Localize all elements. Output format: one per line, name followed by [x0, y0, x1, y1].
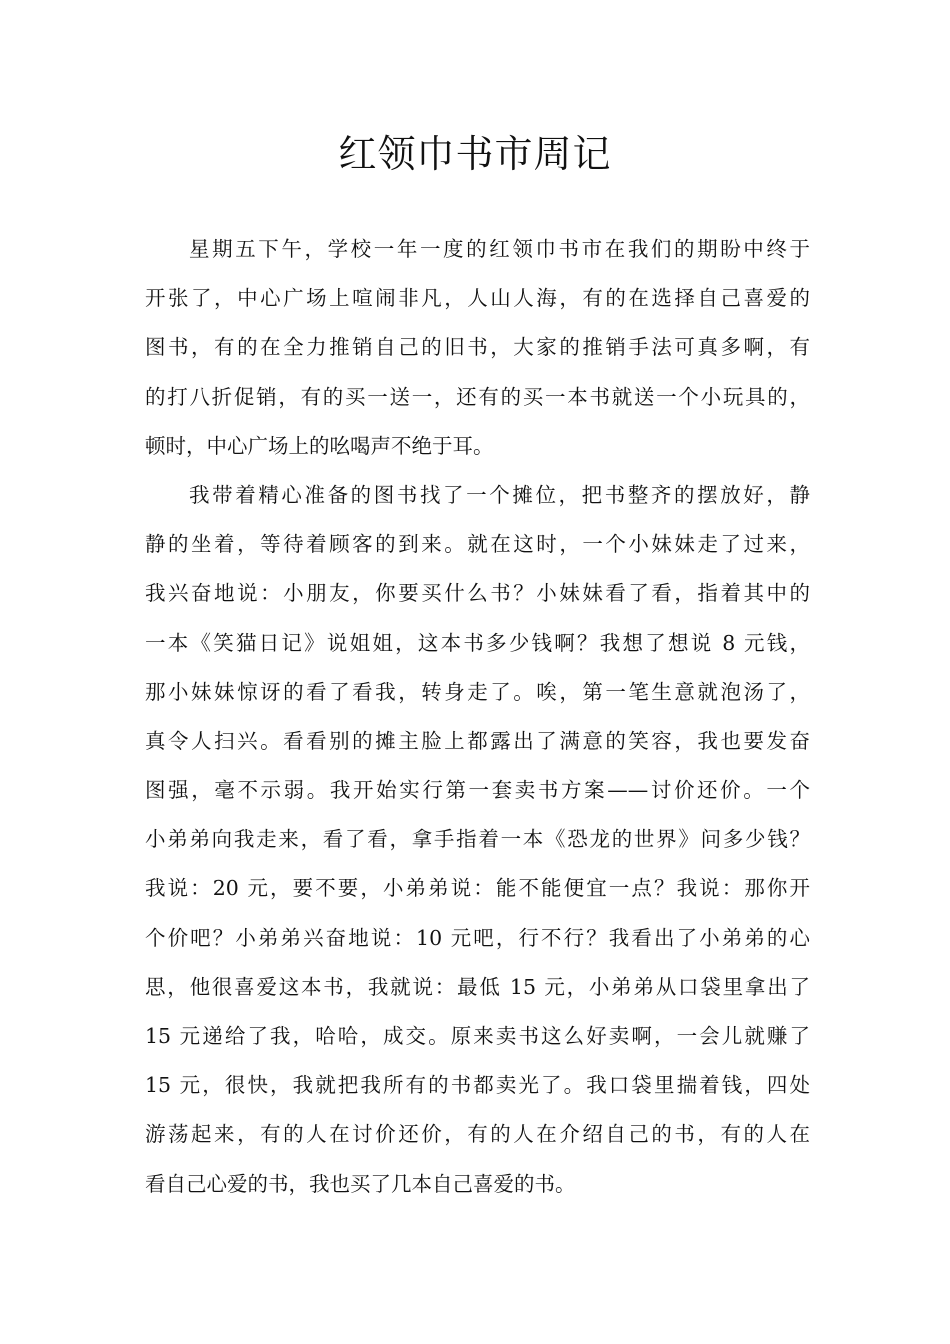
paragraph-2-line-3: 我兴奋地说：小朋友，你要买什么书？小妹妹看了看，指着其中的 [145, 581, 810, 606]
paragraph-2-line-15: 看自己心爱的书，我也买了几本自己喜爱的书。 [145, 1171, 576, 1196]
paragraph-2-line-11: 思，他很喜爱这本书，我就说：最低 15 元，小弟弟从口袋里拿出了 [145, 974, 810, 999]
paragraph-2-line-14: 游荡起来，有的人在讨价还价，有的人在介绍自己的书，有的人在 [145, 1122, 810, 1147]
document-body [145, 225, 810, 1209]
paragraph-2-line-1: 我带着精心准备的图书找了一个摊位，把书整齐的摆放好，静 [189, 482, 810, 507]
paragraph-1-line-2: 开张了，中心广场上喧闹非凡，人山人海，有的在选择自己喜爱的 [145, 286, 810, 311]
paragraph-2-line-5: 那小妹妹惊讶的看了看我，转身走了。唉，第一笔生意就泡汤了， [145, 679, 810, 704]
paragraph-1-line-4: 的打八折促销，有的买一送一，还有的买一本书就送一个小玩具的， [145, 384, 810, 409]
paragraph-2-line-8: 小弟弟向我走来，看了看，拿手指着一本《恐龙的世界》问多少钱？ [145, 827, 810, 852]
paragraph-2-line-2: 静的坐着，等待着顾客的到来。就在这时，一个小妹妹走了过来， [145, 532, 810, 557]
paragraph-1-line-1: 星期五下午，学校一年一度的红领巾书市在我们的期盼中终于 [189, 237, 810, 261]
paragraph-2-line-6: 真令人扫兴。看看别的摊主脸上都露出了满意的笑容，我也要发奋 [145, 728, 810, 753]
paragraph-2-line-4: 一本《笑猫日记》说姐姐，这本书多少钱啊？我想了想说 8 元钱， [145, 630, 810, 655]
paragraph-2-line-10: 个价吧？小弟弟兴奋地说：10 元吧，行不行？我看出了小弟弟的心 [145, 925, 810, 950]
paragraph-2-line-13: 15 元，很快，我就把我所有的书都卖光了。我口袋里揣着钱，四处 [145, 1073, 810, 1098]
paragraph-2-line-7: 图强，毫不示弱。我开始实行第一套卖书方案——讨价还价。一个 [145, 778, 810, 803]
paragraph-1-line-5: 顿时，中心广场上的吆喝声不绝于耳。 [145, 433, 494, 458]
paragraph-2-line-9: 我说：20 元，要不要，小弟弟说：能不能便宜一点？我说：那你开 [145, 876, 810, 901]
page-title: 红领巾书市周记 [338, 132, 612, 176]
paragraph-1-line-3: 图书，有的在全力推销自己的旧书，大家的推销手法可真多啊，有 [145, 335, 810, 360]
paragraph-2-line-12: 15 元递给了我，哈哈，成交。原来卖书这么好卖啊，一会儿就赚了 [145, 1024, 810, 1048]
